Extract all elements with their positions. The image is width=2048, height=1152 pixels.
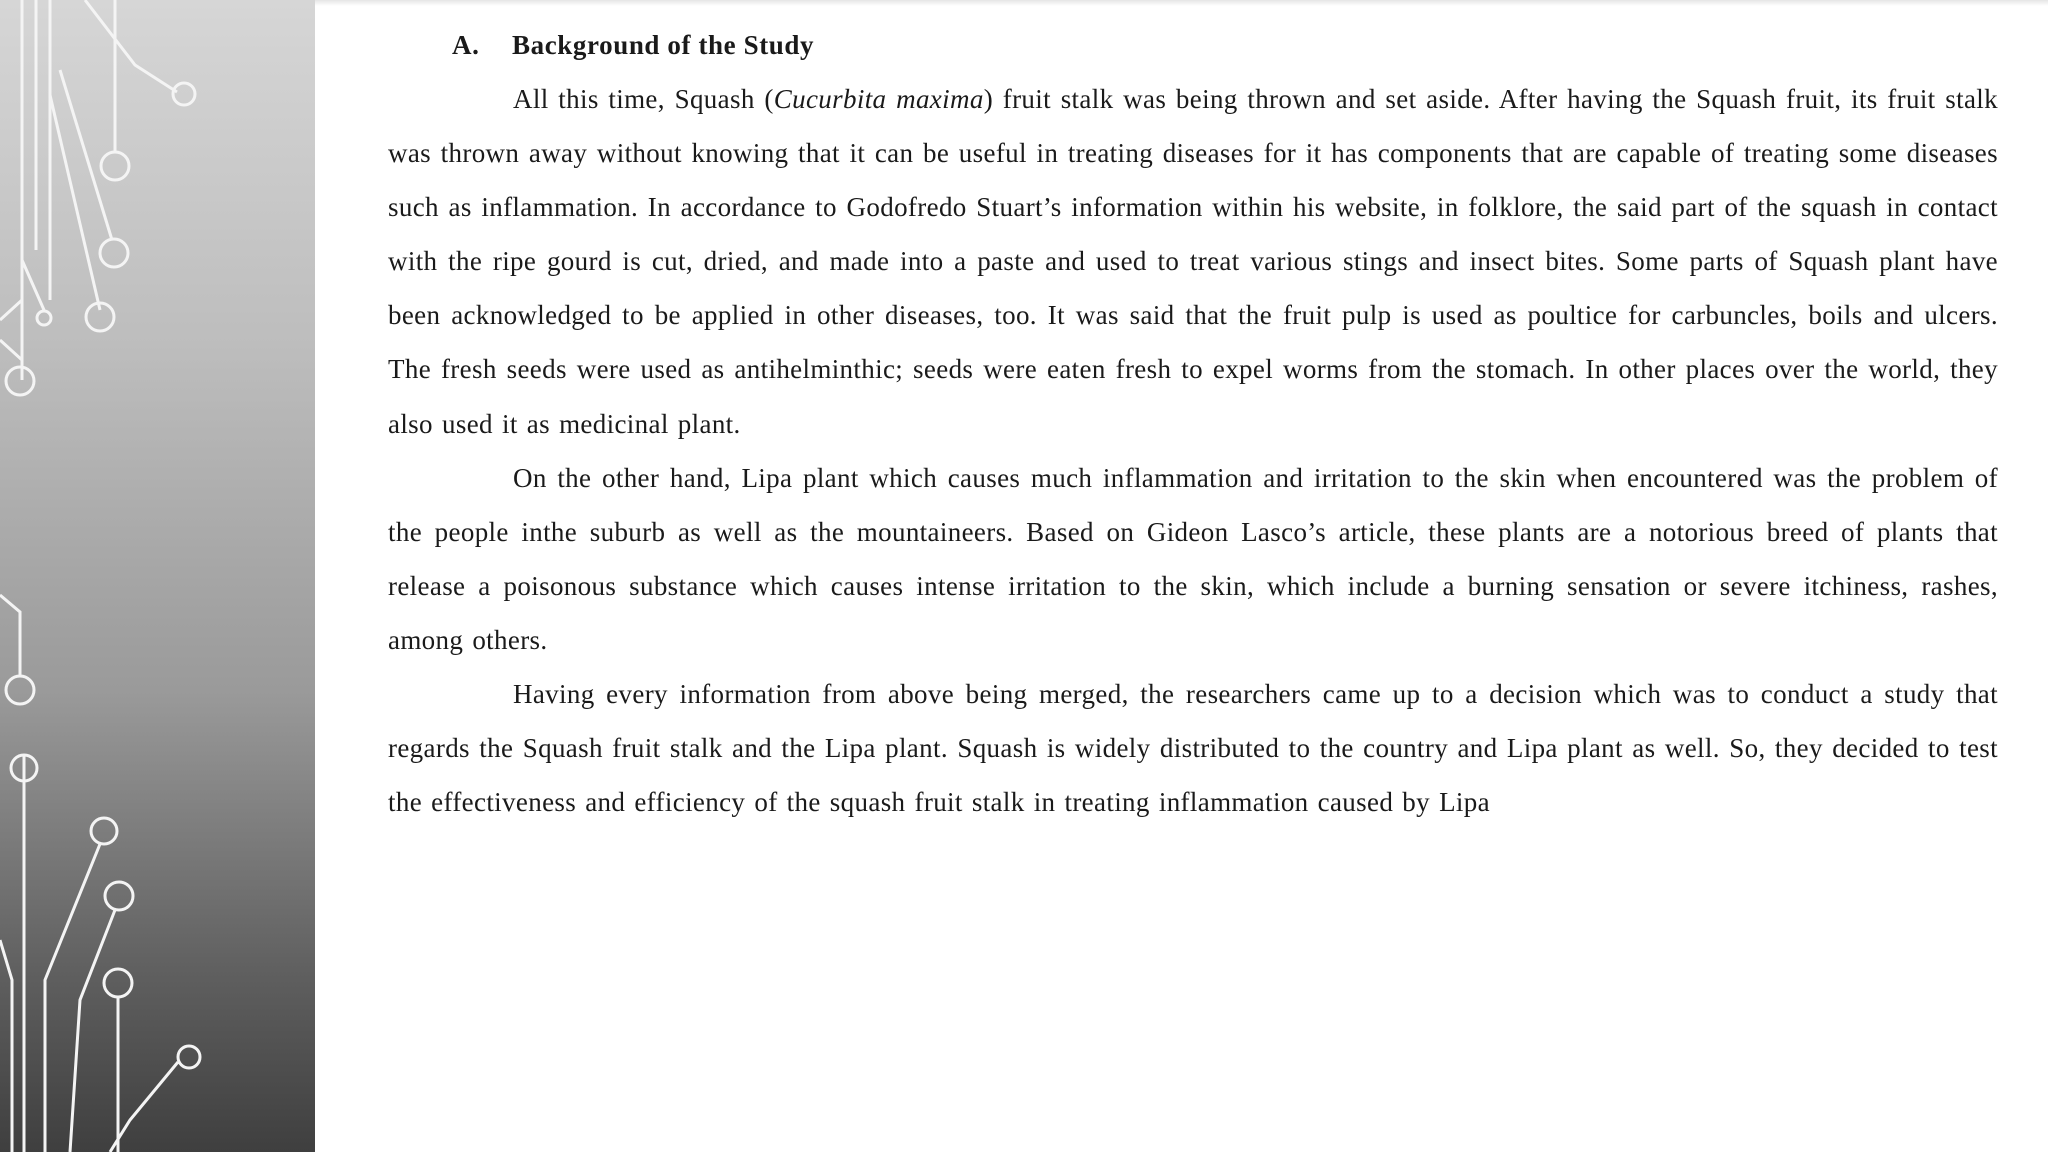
section-heading [452, 18, 1998, 72]
section-number: A. [452, 30, 480, 60]
section-title: Background of the Study [512, 30, 815, 60]
circuit-pattern-graphic [0, 0, 315, 1152]
page-top-shadow [315, 0, 2048, 6]
scientific-name: Cucurbita maxima [773, 84, 984, 114]
decorative-side-panel [0, 0, 315, 1152]
paragraph-lipa: On the other hand, Lipa plant which causes much inflammation and irritation to the skin when encountered was the problem of the people inthe suburb as well as the mountaineers. Based on Gideon Lasco’s article, these plants are a notorious breed of plants that release a poisonous substance which causes intense irritation to the skin, which include a burning sensation or severe itchiness, rashes, among others. [388, 462, 1998, 655]
paragraph-study-decision: Having every information from above being merged, the researchers came up to a decision which was to conduct a study that regards the Squash fruit stalk and the Lipa plant. Squash is widely distributed to the country and Lipa plant as well. So, they decided to test the effectiveness and efficiency of the squash fruit stalk in treating inflammation caused by Lipa [388, 679, 1998, 818]
paragraph-squash-lead: All this time, Squash ( [513, 84, 774, 114]
paragraph-squash-body: ) fruit stalk was being thrown and set aside. After having the Squash fruit, its fruit stalk was thrown away without knowing that it can be useful in treating diseases for it has components that are capable of treating some diseases such as inflammation. In accordance to Godofredo Stuart’s information within his website, in folklore, the said part of the squash in contact with the ripe gourd is cut, dried, and made into a paste and used to treat various stings and insect bites. Some parts of Squash plant have been acknowledged to be applied in other diseases, too. It was said that the fruit pulp is used as poultice for carbuncles, boils and ulcers. The fresh seeds were used as antihelminthic; seeds were eaten fresh to expel worms from the stomach. In other places over the world, they also used it as medicinal plant. [388, 84, 1998, 439]
paragraph-squash [388, 72, 1998, 451]
document-page [388, 18, 1998, 829]
